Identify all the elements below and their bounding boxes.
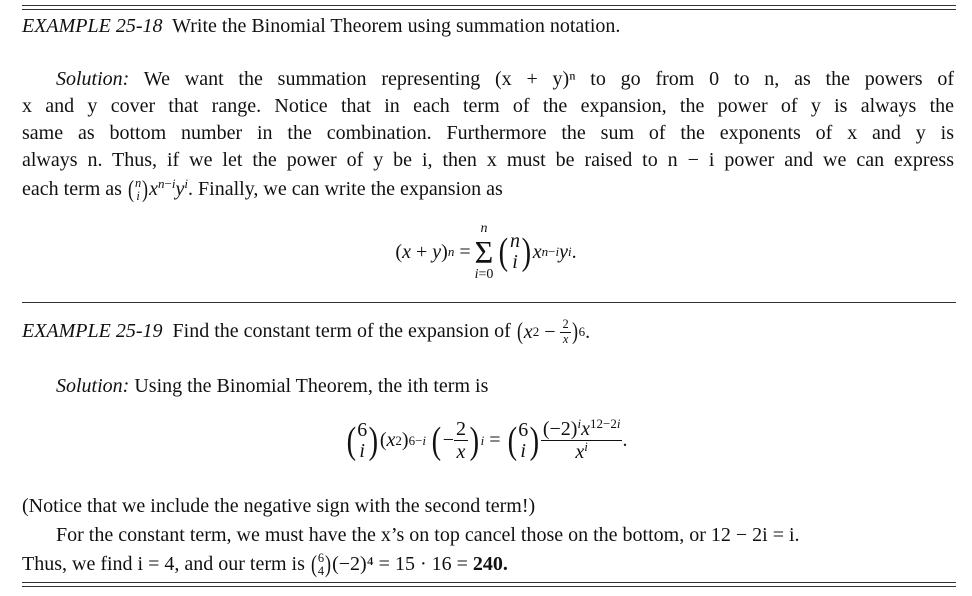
- constant-term-text: For the constant term, we must have the x’s on top cancel those on the bottom, or 12 − 2i = i.: [56, 524, 800, 546]
- bottom-double-rule: [22, 582, 956, 587]
- section-divider: [22, 302, 956, 303]
- para-line: x and y cover that range. Notice that in each term of the expansion, the power of y is always the: [22, 95, 954, 117]
- example-25-18-heading: [22, 13, 620, 39]
- notice-text: (Notice that we include the negative sign with the second term!): [22, 495, 536, 517]
- para-line: same as bottom number in the combination. Furthermore the sum of the exponents of x and y is: [22, 122, 954, 144]
- answer-line: [22, 551, 508, 578]
- example-label: EXAMPLE 25-19: [22, 320, 163, 342]
- solution-2-line: [56, 373, 488, 399]
- ith-term-equation: ( 6 i ) ( x 2 ) 6−i ( − $\frac{2}{x}$ ) i = ( 6 i ) $\frac{(-2)^ix^{12-2i}}{x^i}$ .: [346, 415, 628, 463]
- solution-label: Solution:: [56, 68, 130, 90]
- para-line: We want the summation representing (x + y)ⁿ to go from 0 to n, as the powers of: [143, 68, 955, 90]
- example-title: Find the constant term of the expansion of: [172, 320, 511, 342]
- answer-text: Thus, we find i = 4, and our term is: [22, 553, 305, 575]
- binomial-sum-equation: ( x + y ) n = n Σ i=0 ( n i ) x n−i y i .: [395, 221, 577, 282]
- inline-binomial: ( 6 4 ): [310, 551, 332, 579]
- para-line: always n. Thus, if we let the power of y be i, then x must be raised to n − i power and we can express: [22, 149, 954, 171]
- solution-text: Using the Binomial Theorem, the ith term is: [134, 375, 489, 397]
- solution-label: Solution:: [56, 375, 130, 397]
- example-title: Write the Binomial Theorem using summation notation.: [172, 15, 621, 37]
- example-label: EXAMPLE 25-18: [22, 15, 163, 37]
- final-answer: 240.: [472, 553, 508, 575]
- expression: ( x 2 − $\frac{2}{x}$ ) 6 .: [516, 317, 591, 346]
- para-text: each term as: [22, 178, 122, 200]
- solution-line-1: [56, 66, 954, 92]
- para-text: . Finally, we can write the expansion as: [188, 178, 503, 200]
- example-25-19-heading: [22, 318, 590, 347]
- para-last-line: each term as ( n i ) $x^{n-i}y^i$. Finally, we can write the expansion as: [22, 175, 503, 204]
- top-double-rule: [22, 5, 956, 10]
- answer-text: (−2)⁴ = 15 · 16 =: [332, 553, 468, 575]
- inline-binomial: ( n i ): [127, 176, 149, 204]
